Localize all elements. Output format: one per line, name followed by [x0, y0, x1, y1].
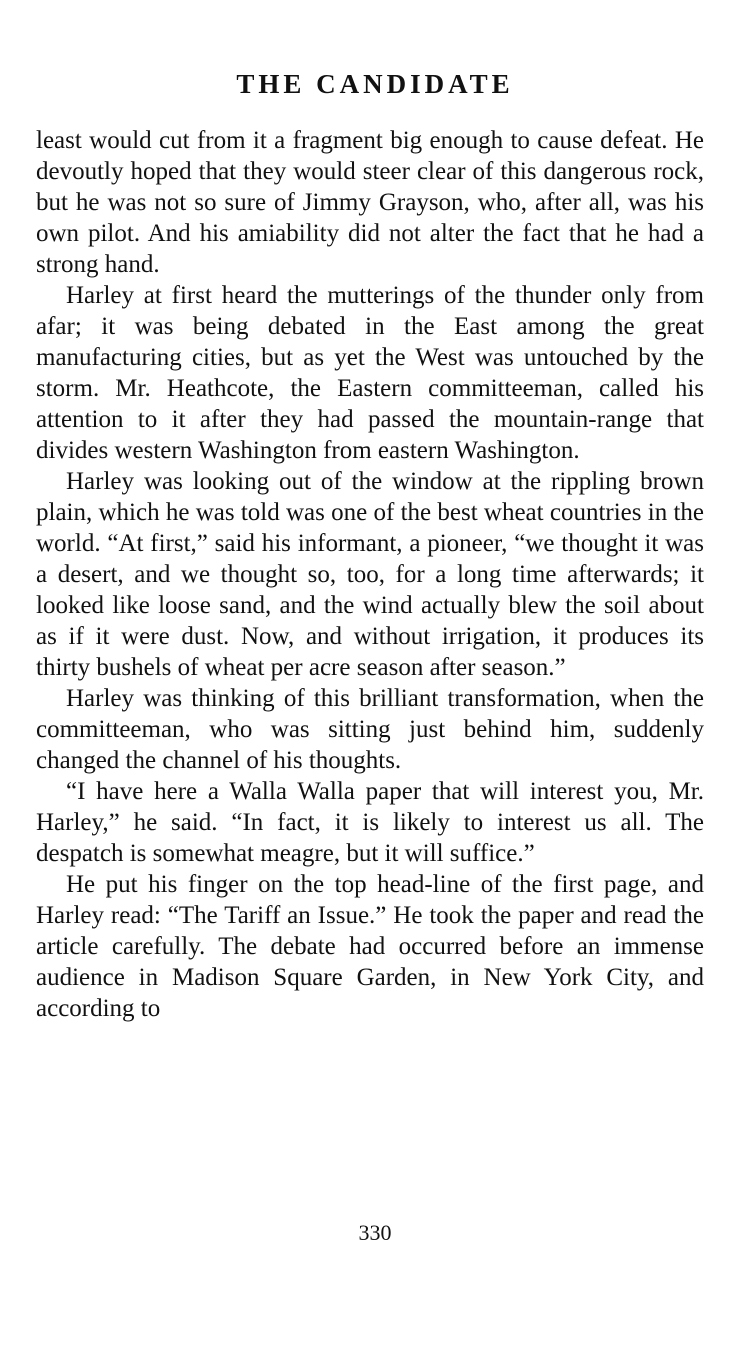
paragraph-walla-walla-paper: “I have here a Walla Walla paper that will interest you, Mr. Harley,” he said. “In fact, it is likely to interest us all. The despatch is somewhat meagre, but it will suffice.” — [36, 778, 704, 867]
paragraph-continued: least would cut from it a fragment big enough to cause defeat. He devoutly hoped that they would steer clear of this dangerous rock, but he was not so sure of Jimmy Grayson, who, after all, was his own pilot. And his amiability did not alter the fact that he had a strong hand. — [36, 127, 704, 278]
running-head-title: THE CANDIDATE — [236, 69, 514, 99]
paragraph-thunder: Harley at first heard the mutterings of the thunder only from afar; it was being debated in the East among the great manufacturing cities, but as yet the West was untouched by the storm. Mr. Heathcote, the Eastern committeeman, called his attention to it after they had passed the mountain-range that divides western Washington from eastern Washington. — [36, 282, 704, 464]
page-number: 330 — [358, 1220, 392, 1245]
body-text — [36, 125, 704, 1024]
paragraph-tariff-issue: He put his finger on the top head-line of the first page, and Harley read: “The Tariff an Issue.” He took the paper and read the article carefully. The debate had occurred before an immense audience in Madison Square Garden, in New York City, and according to — [36, 871, 704, 1022]
paragraph-transformation: Harley was thinking of this brilliant transformation, when the committeeman, who was sitting just behind him, suddenly changed the channel of his thoughts. — [36, 685, 704, 774]
paragraph-wheat-plain: Harley was looking out of the window at the rippling brown plain, which he was told was one of the best wheat countries in the world. “At first,” said his informant, a pioneer, “we thought it was a desert, and we thought so, too, for a long time afterwards; it looked like loose sand, and the wind actually blew the soil about as if it were dust. Now, and without irrigation, it produces its thirty bushels of wheat per acre season after season.” — [36, 468, 704, 681]
